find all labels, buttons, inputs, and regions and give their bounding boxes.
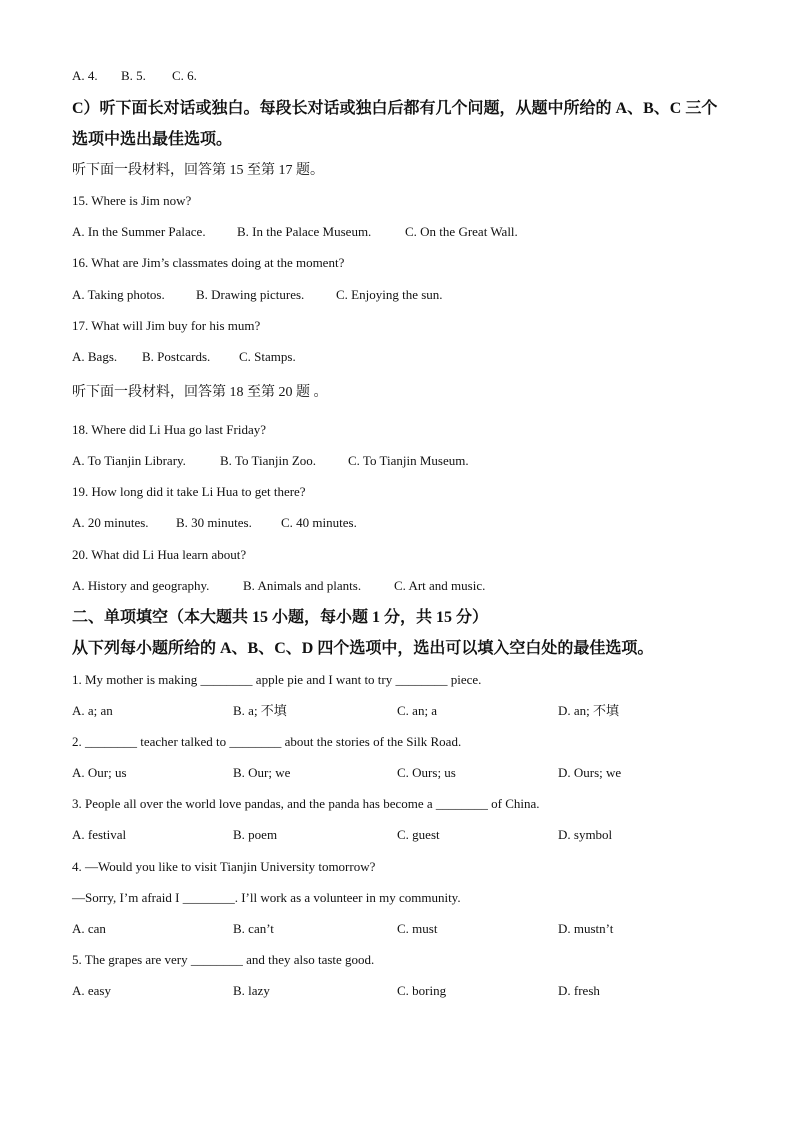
- question-1-options: [0, 703, 794, 719]
- option-b: B. a; 不填: [233, 703, 287, 718]
- material-2-intro: 听下面一段材料，回答第 18 至第 20 题 。: [72, 385, 328, 400]
- option-a: A. festival: [72, 827, 127, 842]
- option-b: B. Drawing pictures.: [196, 287, 305, 302]
- question-16-options: [0, 287, 794, 303]
- option-d: D. symbol: [558, 827, 613, 842]
- question-20-options: [0, 578, 794, 594]
- option-b: B. Postcards.: [142, 349, 211, 364]
- option-b: B. Our; we: [233, 765, 291, 780]
- option-d: D. mustn’t: [558, 921, 614, 936]
- option-c: C. an; a: [397, 703, 438, 718]
- option-c: C. guest: [397, 827, 440, 842]
- part-c-instruction-line1: C）听下面长对话或独白。每段长对话或独白后都有几个问题，从题中所给的 A、B、C 三个: [72, 100, 718, 117]
- option-a: A. Our; us: [72, 765, 127, 780]
- question-17-stem: 17. What will Jim buy for his mum?: [72, 318, 261, 333]
- option-c: C. 6.: [172, 68, 197, 83]
- option-c: C. Ours; us: [397, 765, 456, 780]
- option-b: B. poem: [233, 827, 278, 842]
- option-a: A. can: [72, 921, 106, 936]
- question-15-options: [0, 224, 794, 240]
- option-a: A. In the Summer Palace.: [72, 224, 206, 239]
- section-2-heading: 二、单项填空（本大题共 15 小题，每小题 1 分，共 15 分）: [72, 609, 489, 626]
- option-d: D. fresh: [558, 983, 600, 998]
- question-2-stem: 2. ________ teacher talked to ________ about the stories of the Silk Road.: [72, 734, 462, 749]
- option-c: C. Art and music.: [394, 578, 486, 593]
- previous-question-options: [0, 68, 794, 84]
- option-d: D. an; 不填: [558, 703, 620, 718]
- option-a: A. Taking photos.: [72, 287, 165, 302]
- option-b: B. In the Palace Museum.: [237, 224, 372, 239]
- option-a: A. easy: [72, 983, 111, 998]
- question-5-stem: 5. The grapes are very ________ and they also taste good.: [72, 952, 375, 967]
- question-17-options: [0, 349, 794, 365]
- question-19-stem: 19. How long did it take Li Hua to get there?: [72, 484, 306, 499]
- question-3-options: [0, 827, 794, 843]
- option-d: D. Ours; we: [558, 765, 622, 780]
- option-c: C. To Tianjin Museum.: [348, 453, 469, 468]
- option-c: C. Enjoying the sun.: [336, 287, 443, 302]
- option-c: C. boring: [397, 983, 447, 998]
- option-c: C. must: [397, 921, 438, 936]
- option-a: A. Bags.: [72, 349, 118, 364]
- question-20-stem: 20. What did Li Hua learn about?: [72, 547, 247, 562]
- part-c-instruction-line2: 选项中选出最佳选项。: [72, 131, 233, 148]
- question-18-stem: 18. Where did Li Hua go last Friday?: [72, 422, 266, 437]
- option-c: C. 40 minutes.: [281, 515, 357, 530]
- option-a: A. a; an: [72, 703, 113, 718]
- option-c: C. On the Great Wall.: [405, 224, 518, 239]
- question-18-options: [0, 453, 794, 469]
- option-a: A. History and geography.: [72, 578, 210, 593]
- option-b: B. can’t: [233, 921, 274, 936]
- option-b: B. Animals and plants.: [243, 578, 362, 593]
- question-5-options: [0, 983, 794, 999]
- material-1-intro: 听下面一段材料，回答第 15 至第 17 题。: [72, 163, 324, 178]
- option-b: B. 5.: [121, 68, 146, 83]
- question-4-options: [0, 921, 794, 937]
- question-16-stem: 16. What are Jim’s classmates doing at the moment?: [72, 255, 345, 270]
- option-b: B. 30 minutes.: [176, 515, 252, 530]
- option-a: A. To Tianjin Library.: [72, 453, 186, 468]
- question-19-options: [0, 515, 794, 531]
- option-c: C. Stamps.: [239, 349, 296, 364]
- section-2-instruction: 从下列每小题所给的 A、B、C、D 四个选项中，选出可以填入空白处的最佳选项。: [72, 640, 654, 657]
- option-b: B. To Tianjin Zoo.: [220, 453, 317, 468]
- option-a: A. 20 minutes.: [72, 515, 149, 530]
- question-1-stem: 1. My mother is making ________ apple pie and I want to try ________ piece.: [72, 672, 482, 687]
- question-4-reply: —Sorry, I’m afraid I ________. I’ll work as a volunteer in my community.: [72, 890, 461, 905]
- question-15-stem: 15. Where is Jim now?: [72, 193, 192, 208]
- option-a: A. 4.: [72, 68, 98, 83]
- option-b: B. lazy: [233, 983, 270, 998]
- question-3-stem: 3. People all over the world love pandas, and the panda has become a ________ of China.: [72, 796, 540, 811]
- question-4-stem: 4. —Would you like to visit Tianjin University tomorrow?: [72, 859, 376, 874]
- question-2-options: [0, 765, 794, 781]
